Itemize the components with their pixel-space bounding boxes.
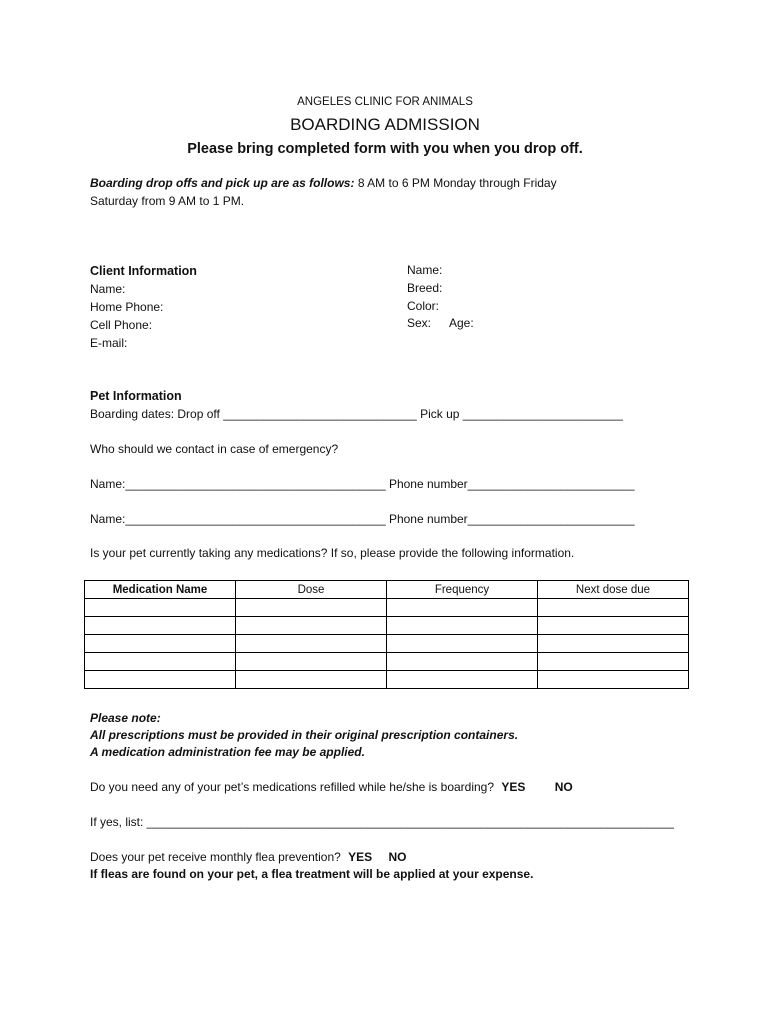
client-email-label: E-mail: — [90, 336, 128, 350]
note-heading: Please note: — [90, 711, 161, 725]
flea-question: Does your pet receive monthly flea prevention? — [90, 850, 341, 864]
note-prescriptions: All prescriptions must be provided in their original prescription containers. — [90, 728, 519, 742]
emergency-question: Who should we contact in case of emergency? — [90, 442, 339, 456]
col-medication-name: Medication Name — [85, 581, 236, 599]
table-cell[interactable] — [85, 617, 236, 635]
pet-color-label: Color: — [407, 299, 440, 313]
flea-no-option[interactable]: NO — [388, 850, 407, 864]
table-cell[interactable] — [387, 635, 538, 653]
emergency-contact-2: Name:_______________________________________ Phone number_________________________ — [90, 512, 635, 526]
pet-name-label: Name: — [407, 263, 443, 277]
flea-yes-option[interactable]: YES — [348, 850, 373, 864]
table-row — [85, 653, 689, 671]
client-name-label: Name: — [90, 282, 126, 296]
hours-line — [90, 176, 557, 191]
refill-question: Do you need any of your pet’s medications refilled while he/she is boarding? — [90, 780, 495, 794]
table-cell[interactable] — [387, 671, 538, 689]
pet-sex-label: Sex: — [407, 316, 432, 330]
refill-question-line — [90, 780, 573, 795]
form-subtitle: Please bring completed form with you when you drop off. — [187, 141, 583, 157]
table-cell[interactable] — [538, 599, 689, 617]
pet-age-label: Age: — [449, 316, 474, 330]
col-dose: Dose — [236, 581, 387, 599]
form-title: BOARDING ADMISSION — [290, 115, 480, 134]
table-row — [85, 671, 689, 689]
table-cell[interactable] — [538, 617, 689, 635]
flea-question-line — [90, 850, 407, 865]
table-cell[interactable] — [85, 671, 236, 689]
refill-yes-option[interactable]: YES — [501, 780, 526, 794]
pet-breed-label: Breed: — [407, 281, 443, 295]
boarding-dates-line: Boarding dates: Drop off _____________________________ Pick up ________________________ — [90, 407, 623, 421]
medications-question: Is your pet currently taking any medications? If so, please provide the following information. — [90, 546, 575, 560]
table-cell[interactable] — [387, 653, 538, 671]
table-cell[interactable] — [236, 671, 387, 689]
client-cell-phone-label: Cell Phone: — [90, 318, 153, 332]
pet-info-heading: Pet Information — [90, 389, 182, 403]
client-heading: Client Information — [90, 264, 197, 278]
flea-warning: If fleas are found on your pet, a flea treatment will be applied at your expense. — [90, 867, 534, 881]
col-next-dose-due: Next dose due — [538, 581, 689, 599]
table-cell[interactable] — [236, 653, 387, 671]
clinic-name: ANGELES CLINIC FOR ANIMALS — [297, 96, 473, 108]
table-cell[interactable] — [236, 635, 387, 653]
hours-weekday: 8 AM to 6 PM Monday through Friday — [357, 176, 557, 190]
table-row — [85, 599, 689, 617]
table-cell[interactable] — [538, 635, 689, 653]
table-cell[interactable] — [85, 635, 236, 653]
table-cell[interactable] — [538, 671, 689, 689]
table-cell[interactable] — [538, 653, 689, 671]
table-header-row — [85, 581, 689, 599]
refill-no-option[interactable]: NO — [554, 780, 573, 794]
client-home-phone-label: Home Phone: — [90, 300, 164, 314]
table-cell[interactable] — [85, 653, 236, 671]
table-cell[interactable] — [236, 599, 387, 617]
hours-saturday: Saturday from 9 AM to 1 PM. — [90, 194, 245, 208]
table-cell[interactable] — [387, 599, 538, 617]
hours-label: Boarding drop offs and pick up are as follows: — [90, 176, 355, 190]
table-cell[interactable] — [387, 617, 538, 635]
col-frequency: Frequency — [387, 581, 538, 599]
table-row — [85, 635, 689, 653]
medications-table — [84, 580, 689, 689]
emergency-contact-1: Name:_______________________________________ Phone number_________________________ — [90, 477, 635, 491]
table-row — [85, 617, 689, 635]
note-fee: A medication administration fee may be applied. — [90, 745, 365, 759]
table-cell[interactable] — [236, 617, 387, 635]
refill-list-line: If yes, list: _______________________________________________________________________________ — [90, 815, 674, 829]
table-cell[interactable] — [85, 599, 236, 617]
